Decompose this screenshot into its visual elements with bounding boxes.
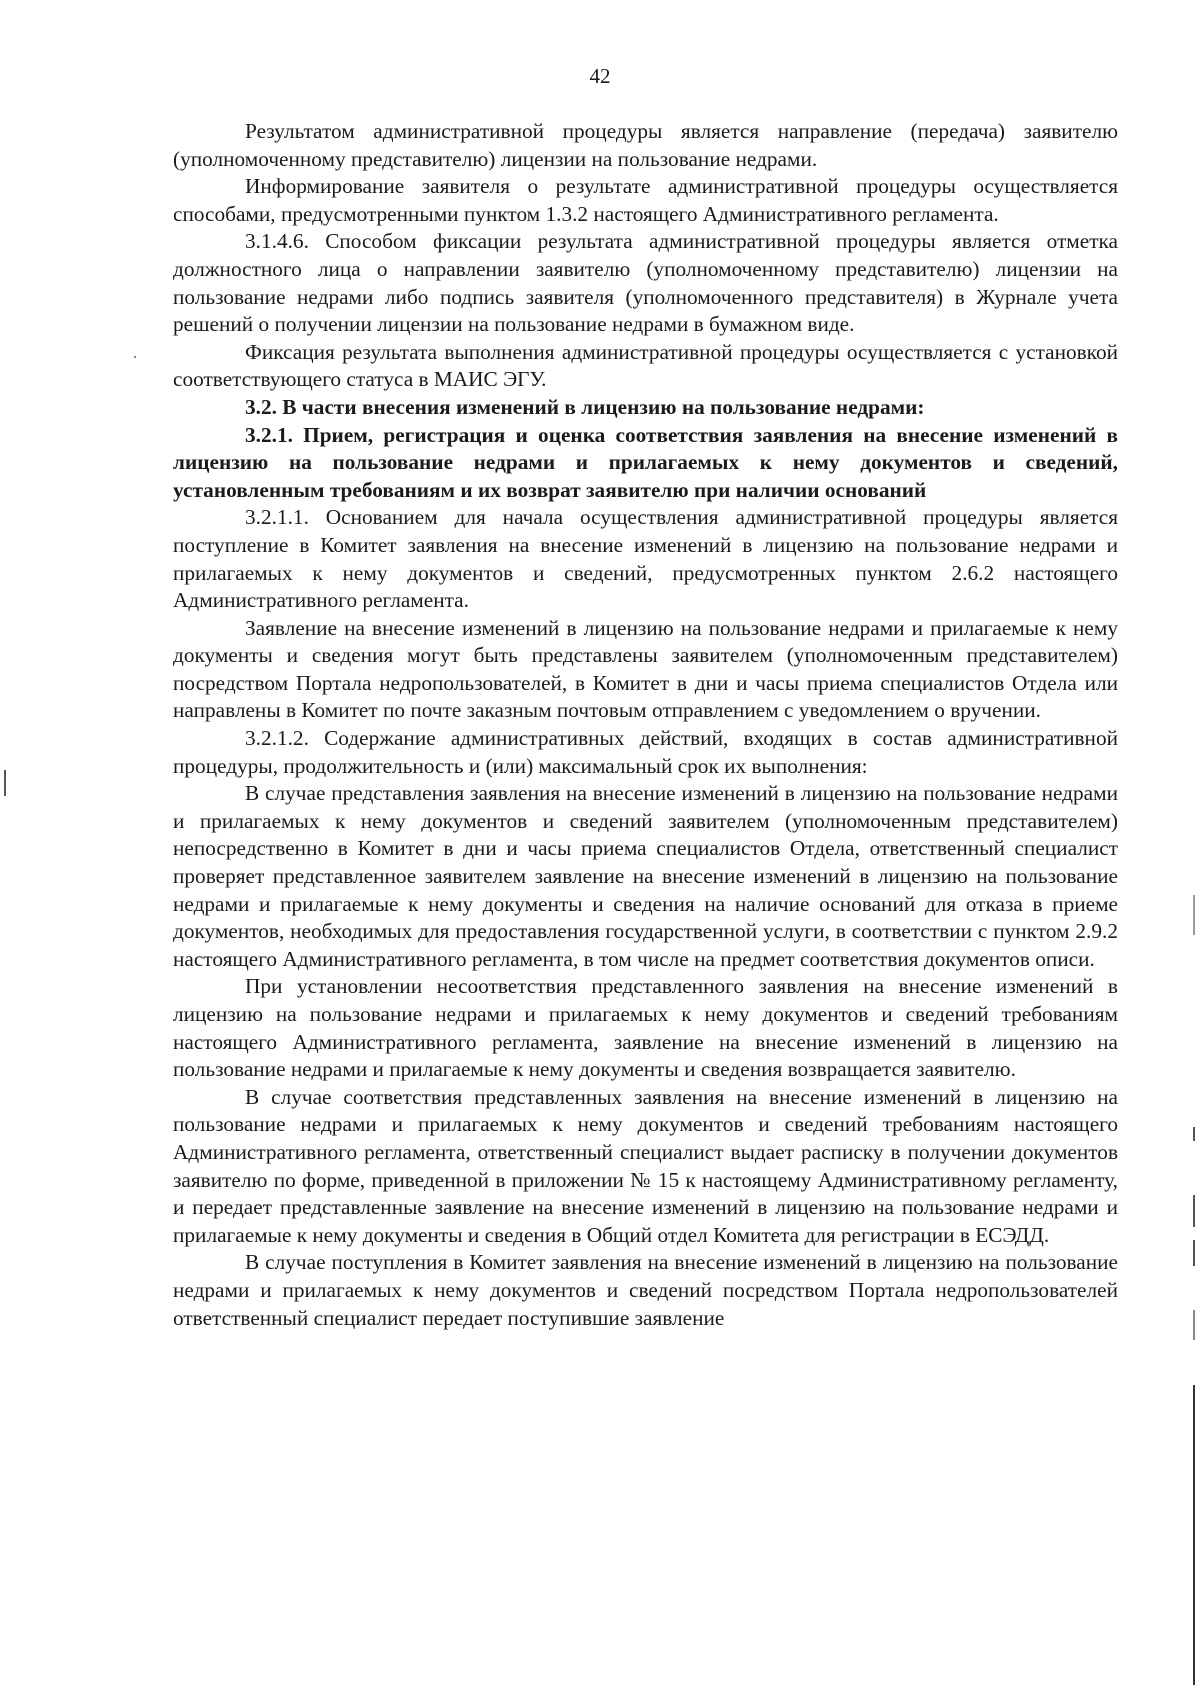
paragraph-in-person-check: В случае представления заявления на внесение изменений в лицензию на пользование недрами и прилагаемых к нему документов и сведений заявителем (уполномоченным представителем) непосредственно в Комитет в дни и часы приема специалистов Отдела, ответственный специалист проверяет представленное заявителем заявление на внесение изменений в лицензию на пользование недрами и прилагаемые к нему документы и сведения на наличие оснований для отказа в приеме документов, необходимых для предоставления государственной услуги, в соответствии с пунктом 2.9.2 настоящего Административного регламента, в том числе на предмет соответствия документов описи.	[173, 781, 1118, 971]
paragraph-informing: Информирование заявителя о результате административной процедуры осуществляется способами, предусмотренными пунктом 1.3.2 настоящего Административного регламента.	[173, 174, 1118, 226]
page-number: 42	[589, 64, 611, 88]
paragraph-3-2-1-1: 3.2.1.1. Основанием для начала осуществления административной процедуры является поступление в Комитет заявления на внесение изменений в лицензию на пользование недрами и прилагаемых к нему документов и сведений, предусмотренных пунктом 2.6.2 настоящего Административного регламента.	[173, 505, 1118, 613]
paragraph-submission-methods: Заявление на внесение изменений в лицензию на пользование недрами и прилагаемые к нему документы и сведения могут быть представлены заявителем (уполномоченным представителем) посредством Портала недропользователей, в Комитет в дни и часы приема специалистов Отдела или направлены в Комитет по почте заказным почтовым отправлением с уведомлением о вручении.	[173, 615, 1118, 723]
scan-artifact-dot	[134, 356, 136, 358]
scan-artifact-right-2	[1193, 1127, 1195, 1141]
paragraph-fixation: Фиксация результата выполнения административной процедуры осуществляется с установкой соответствующего статуса в МАИС ЭГУ.	[173, 339, 1118, 392]
paragraph-3-1-4-6: 3.1.4.6. Способом фиксации результата административной процедуры является отметка должностного лица о направлении заявителю (уполномоченному представителю) лицензии на пользование недрами либо подпись заявителя (уполномоченного представителя) в Журнале учета решений о получении лицензии на пользование недрами в бумажном виде.	[173, 229, 1118, 337]
scan-artifact-right-6	[1193, 1385, 1195, 1685]
paragraph-portal-submission: В случае поступления в Комитет заявления на внесение изменений в лицензию на пользование недрами и прилагаемых к нему документов и сведений посредством Портала недропользователей ответственный специалист передает поступившие заявление	[173, 1250, 1118, 1330]
paragraph-result-transfer: Результатом административной процедуры является направление (передача) заявителю (уполномоченному представителю) лицензии на пользование недрами.	[173, 119, 1118, 171]
paragraph-conformity: В случае соответствия представленных заявления на внесение изменений в лицензию на пользование недрами и прилагаемых к нему документов и сведений требованиям настоящего Административного регламента, ответственный специалист выдает расписку в получении документов заявителю по форме, приведенной в приложении № 15 к настоящему Административному регламенту, и передает представленные заявление на внесение изменений в лицензию на пользование недрами и прилагаемые к нему документы и сведения в Общий отдел Комитета для регистрации в ЕСЭДД.	[173, 1084, 1118, 1247]
scan-artifact-right-4	[1193, 1240, 1195, 1266]
section-heading-3-2-1: 3.2.1. Прием, регистрация и оценка соответствия заявления на внесение изменений в лицензию на пользование недрами и прилагаемых к нему документов и сведений, установленным требованиям и их возврат заявителю при наличии оснований	[173, 422, 1118, 502]
scan-artifact-right-1	[1193, 895, 1195, 935]
paragraph-nonconformity: При установлении несоответствия представленного заявления на внесение изменений в лицензию на пользование недрами и прилагаемых к нему документов и сведений требованиям настоящего Административного регламента, заявление на внесение изменений в лицензию на пользование недрами и прилагаемые к нему документы и сведения возвращается заявителю.	[173, 974, 1118, 1082]
document-body	[173, 118, 1118, 1332]
scan-artifact-left	[4, 770, 6, 796]
scan-artifact-right-5	[1193, 1310, 1195, 1340]
paragraph-3-2-1-2: 3.2.1.2. Содержание административных действий, входящих в состав административной процедуры, продолжительность и (или) максимальный срок их выполнения:	[173, 726, 1118, 778]
scan-artifact-right-3	[1193, 1195, 1195, 1227]
section-heading-3-2: 3.2. В части внесения изменений в лицензию на пользование недрами:	[245, 394, 925, 419]
